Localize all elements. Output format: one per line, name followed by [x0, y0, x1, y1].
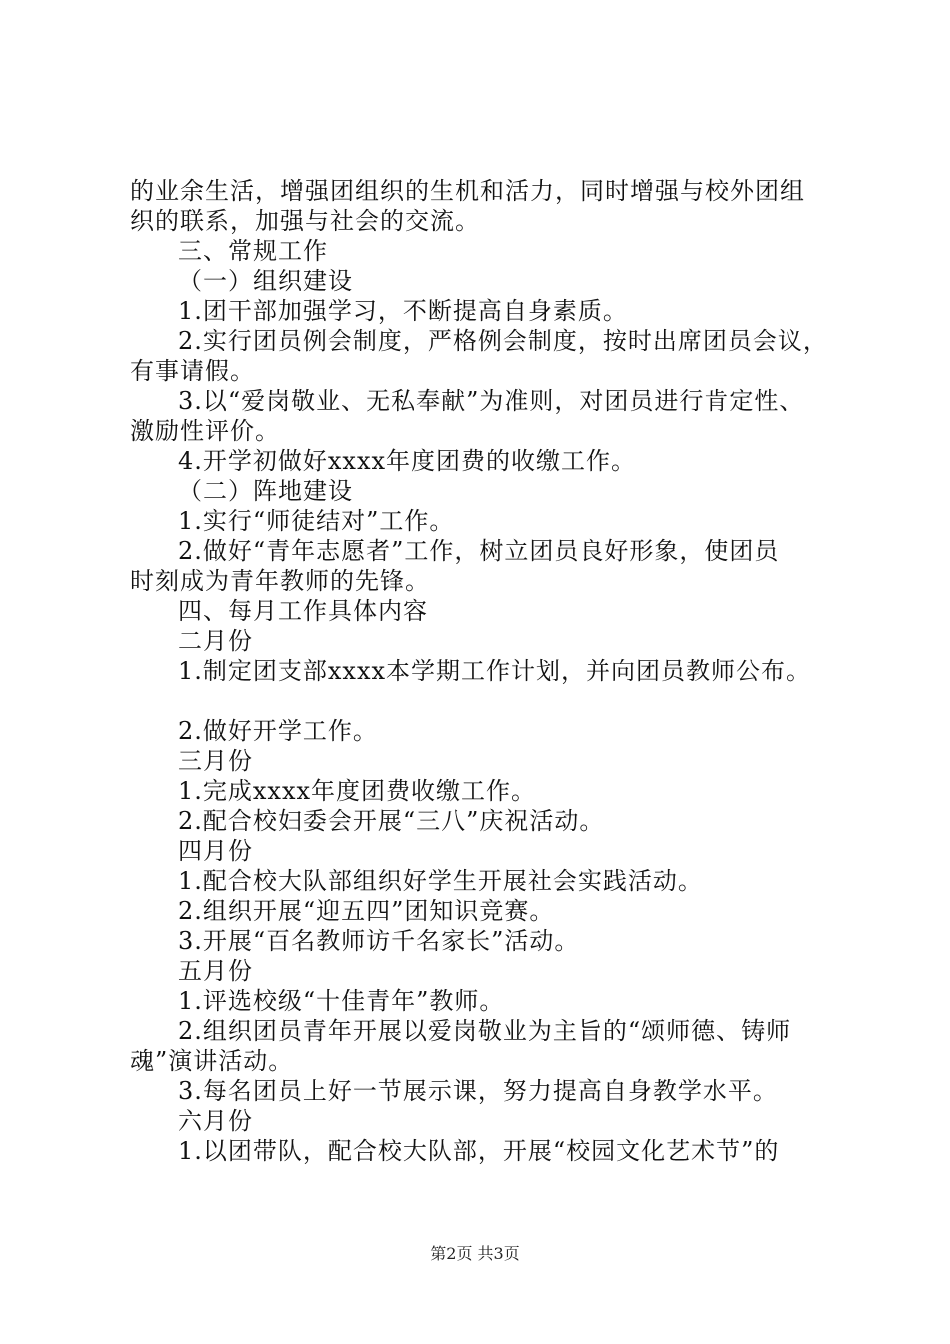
subsection-heading: （二）阵地建设 [178, 477, 353, 505]
month-heading: 二月份 [178, 627, 253, 655]
page-footer: 第2页 共3页 [430, 1244, 520, 1263]
month-heading: 三月份 [178, 747, 253, 775]
blank-line [130, 686, 842, 716]
section-heading: 四、每月工作具体内容 [178, 597, 428, 625]
list-item: 2.实行团员例会制度，严格例会制度，按时出席团员会议， [178, 327, 828, 355]
list-item: 2.做好开学工作。 [178, 717, 378, 745]
month-heading: 六月份 [178, 1107, 253, 1135]
list-item: 1.配合校大队部组织好学生开展社会实践活动。 [178, 867, 703, 895]
text-line: 激励性评价。 [130, 417, 280, 445]
text-line: 时刻成为青年教师的先锋。 [130, 567, 430, 595]
month-heading: 五月份 [178, 957, 253, 985]
text-line: 魂”演讲活动。 [130, 1047, 294, 1075]
list-item: 2.组织开展“迎五四”团知识竞赛。 [178, 897, 555, 925]
list-item: 2.组织团员青年开展以爱岗敬业为主旨的“颂师德、铸师 [178, 1017, 792, 1045]
list-item: 1.以团带队，配合校大队部，开展“校园文化艺术节”的 [178, 1137, 780, 1165]
month-heading: 四月份 [178, 837, 253, 865]
section-heading: 三、常规工作 [178, 237, 328, 265]
list-item: 3.以“爱岗敬业、无私奉献”为准则，对团员进行肯定性、 [178, 387, 805, 415]
document-body [130, 176, 842, 1166]
list-item: 2.做好“青年志愿者”工作，树立团员良好形象，使团员 [178, 537, 780, 565]
subsection-heading: （一）组织建设 [178, 267, 353, 295]
list-item: 4.开学初做好xxxx年度团费的收缴工作。 [178, 447, 637, 475]
list-item: 1.评选校级“十佳青年”教师。 [178, 987, 505, 1015]
list-item: 1.完成xxxx年度团费收缴工作。 [178, 777, 537, 805]
text-line: 织的联系，加强与社会的交流。 [130, 207, 480, 235]
text-line: 有事请假。 [130, 357, 255, 385]
list-item: 1.团干部加强学习，不断提高自身素质。 [178, 297, 628, 325]
list-item: 1.实行“师徒结对”工作。 [178, 507, 455, 535]
text-line: 的业余生活，增强团组织的生机和活力，同时增强与校外团组 [130, 177, 805, 205]
list-item: 2.配合校妇委会开展“三八”庆祝活动。 [178, 807, 605, 835]
list-item: 3.每名团员上好一节展示课，努力提高自身教学水平。 [178, 1077, 778, 1105]
list-item: 3.开展“百名教师访千名家长”活动。 [178, 927, 580, 955]
list-item: 1.制定团支部xxxx本学期工作计划，并向团员教师公布。 [178, 657, 812, 685]
